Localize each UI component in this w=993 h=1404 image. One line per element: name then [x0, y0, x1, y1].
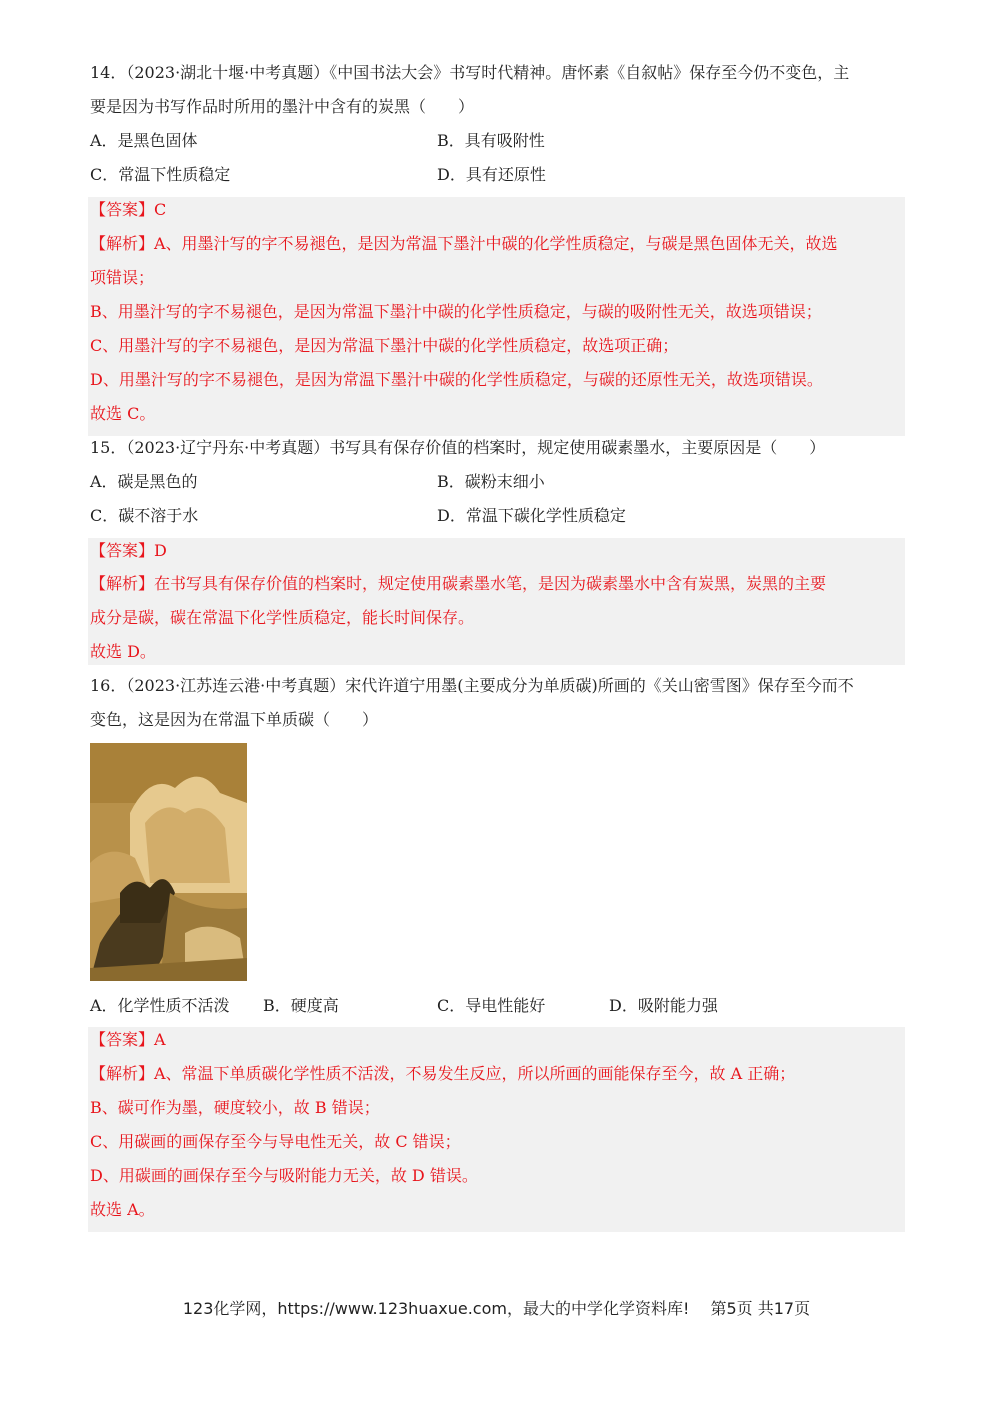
q16-option-d: D．吸附能力强: [609, 996, 718, 1015]
q16-answer: 【答案】A: [90, 1030, 166, 1049]
q14-analysis-line4: C、用墨汁写的字不易褪色，是因为常温下墨汁中碳的化学性质稳定，故选项正确；: [90, 336, 679, 355]
q14-option-b: B．具有吸附性: [437, 131, 545, 150]
q14-analysis-line1: 【解析】A、用墨汁写的字不易褪色，是因为常温下墨汁中碳的化学性质稳定，与碳是黑色固体无关，故选: [90, 234, 838, 253]
q15-option-b: B．碳粉末细小: [437, 472, 545, 491]
q14-analysis-line5: D、用墨汁写的字不易褪色，是因为常温下墨汁中碳的化学性质稳定，与碳的还原性无关，故选项错误。: [90, 370, 823, 389]
q14-option-d: D．具有还原性: [437, 165, 546, 184]
q16-option-c: C．导电性能好: [437, 996, 546, 1015]
q15-answer: 【答案】D: [90, 541, 167, 560]
q15-option-a: A．碳是黑色的: [90, 472, 198, 491]
q15-analysis-line2: 成分是碳，碳在常温下化学性质稳定，能长时间保存。: [90, 608, 475, 627]
q16-analysis-line5: 故选 A。: [90, 1200, 155, 1219]
q16-stem-line2: 变色，这是因为在常温下单质碳（ ）: [90, 710, 379, 729]
q15-analysis-line1: 【解析】在书写具有保存价值的档案时，规定使用碳素墨水笔，是因为碳素墨水中含有炭黑，炭黑的主要: [90, 574, 827, 593]
q16-stem-line1: 16．（2023·江苏连云港·中考真题）宋代许道宁用墨(主要成分为单质碳)所画的《关山密雪图》保存至今而不: [90, 676, 854, 695]
q14-stem-line1: 14．（2023·湖北十堰·中考真题）《中国书法大会》书写时代精神。唐怀素《自叙帖》保存至今仍不变色，主: [90, 63, 850, 82]
snowy-mountain-painting: [90, 743, 247, 981]
q16-analysis-line2: B、碳可作为墨，硬度较小，故 B 错误；: [90, 1098, 380, 1117]
q14-analysis-line6: 故选 C。: [90, 404, 156, 423]
q15-stem-line1: 15．（2023·辽宁丹东·中考真题）书写具有保存价值的档案时，规定使用碳素墨水，主要原因是（ ）: [90, 438, 826, 457]
q15-analysis-line3: 故选 D。: [90, 642, 156, 661]
q14-option-a: A．是黑色固体: [90, 131, 198, 150]
q16-option-b: B．硬度高: [263, 996, 339, 1015]
q14-option-c: C．常温下性质稳定: [90, 165, 231, 184]
q14-analysis-line2: 项错误；: [90, 268, 155, 287]
q16-analysis-line1: 【解析】A、常温下单质碳化学性质不活泼，不易发生反应，所以所画的画能保存至今，故 A 正确；: [90, 1064, 796, 1083]
q14-answer: 【答案】C: [90, 200, 167, 219]
q16-option-a: A．化学性质不活泼: [90, 996, 230, 1015]
q15-answer-box: [88, 538, 905, 665]
q16-answer-box: [88, 1027, 905, 1232]
page-footer: 123化学网，https://www.123huaxue.com，最大的中学化学资料库! 第5页 共17页: [182, 1299, 811, 1318]
q16-analysis-line3: C、用碳画的画保存至今与导电性无关，故 C 错误；: [90, 1132, 461, 1151]
q16-analysis-line4: D、用碳画的画保存至今与吸附能力无关，故 D 错误。: [90, 1166, 478, 1185]
q15-option-d: D．常温下碳化学性质稳定: [437, 506, 626, 525]
q15-option-c: C．碳不溶于水: [90, 506, 199, 525]
q14-stem-line2: 要是因为书写作品时所用的墨汁中含有的炭黑（ ）: [90, 97, 475, 116]
q14-analysis-line3: B、用墨汁写的字不易褪色，是因为常温下墨汁中碳的化学性质稳定，与碳的吸附性无关，故选项错误；: [90, 302, 822, 321]
